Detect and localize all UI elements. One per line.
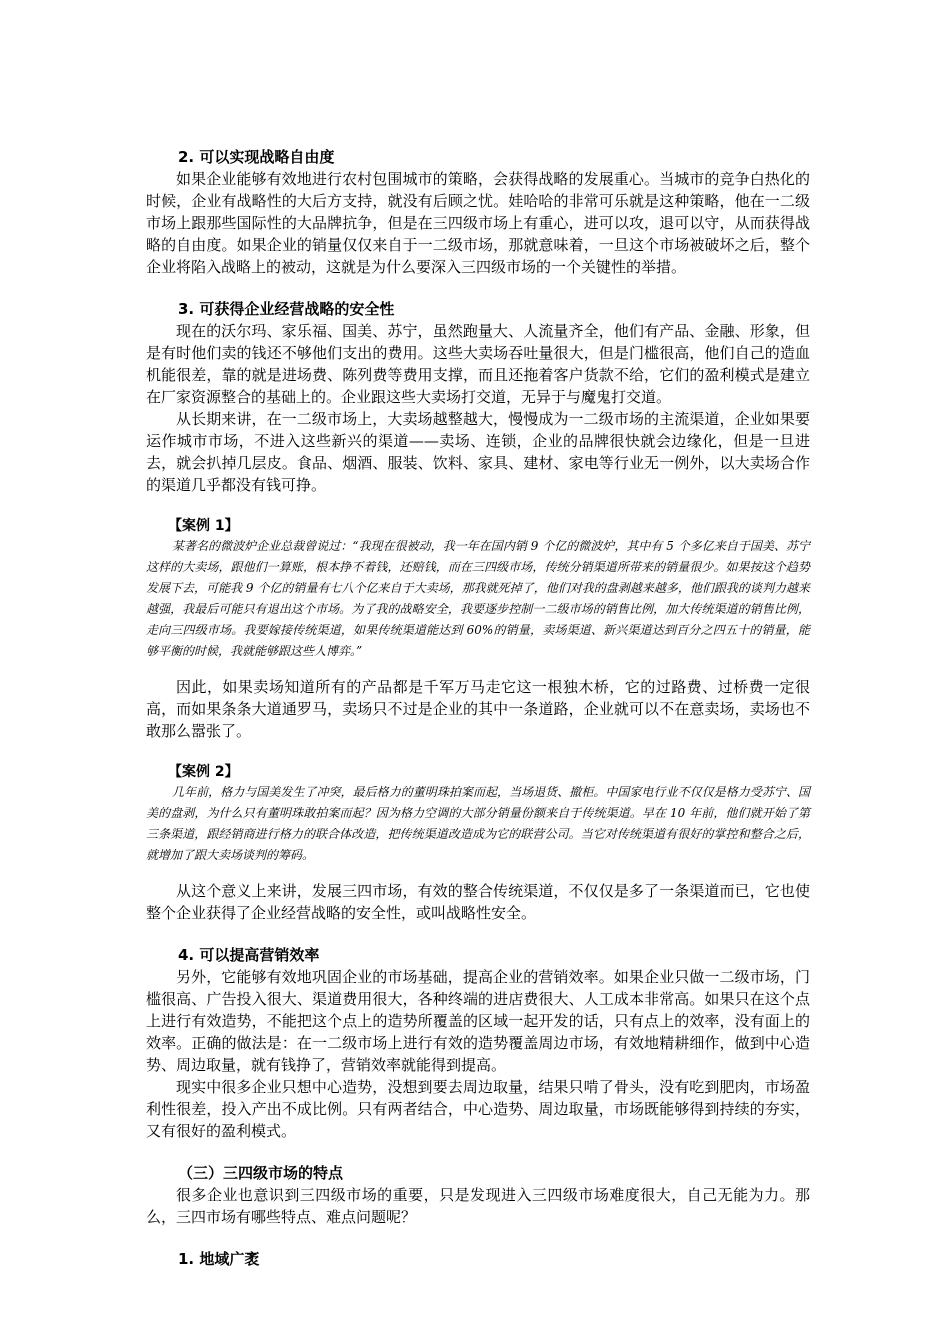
paragraph: 因此，如果卖场知道所有的产品都是千军万马走它这一根独木桥，它的过路费、过桥费一定很高，而如果条条大道通罗马，卖场只不过是企业的其中一条道路，企业就可以不在意卖场，卖场也不敢那么嚣张了。 xyxy=(146,678,810,740)
case-title-1: 【案例 1】 xyxy=(168,518,239,534)
case-text-1: 某著名的微波炉企业总裁曾说过：“我现在很被动，我一年在国内销 9 个亿的微波炉，其中有 5 个多亿来自于国美、苏宁这样的大卖场，跟他们一算账，根本挣不着钱，还赔钱，而在三四级市场，传统分销渠道所带来的销量很少。如果按这个趋势发展下去，可能我 9 个亿的销量有七八个亿来自于大卖场，那我就死掉了，他们对我的盘剥越来越多，他们跟我的谈判力越来越强，我最后可能只有退出这个市场。为了我的战略安全，我要逐步控制一二级市场的销售比例，加大传统渠道的销售比例，走向三四级市场。我要嫁接传统渠道，如果传统渠道能达到 60%的销量，卖场渠道、新兴渠道达到百分之四五十的销量，能够平衡的时候，我就能够跟这些人博弈。” xyxy=(146,539,810,658)
paragraph: 从这个意义上来讲，发展三四市场，有效的整合传统渠道，不仅仅是多了一条渠道而已，它也使整个企业获得了企业经营战略的安全性，或叫战略性安全。 xyxy=(146,882,810,922)
heading-strategic-freedom: 2. 可以实现战略自由度 xyxy=(178,148,335,166)
document-body xyxy=(146,146,810,1270)
case-text-2: 几年前，格力与国美发生了冲突，最后格力的董明珠拍案而起，当场退货、撤柜。中国家电行业不仅仅是格力受苏宁、国美的盘剥，为什么只有董明珠敢拍案而起？因为格力空调的大部分销量份额来自于传统渠道。早在 10 年前，他们就开始了第三条渠道，跟经销商进行格力的联合体改造，把传统渠道改造成为它的联营公司。当它对传统渠道有很好的掌控和整合之后，就增加了跟大卖场谈判的筹码。 xyxy=(146,785,810,862)
paragraph: 从长期来讲，在一二级市场上，大卖场越整越大，慢慢成为一二级市场的主流渠道，企业如果要运作城市市场，不进入这些新兴的渠道——卖场、连锁，企业的品牌很快就会边缘化，但是一旦进去，就会扒掉几层皮。食品、烟酒、服装、饮料、家具、建材、家电等行业无一例外，以大卖场合作的渠道几乎都没有钱可挣。 xyxy=(146,410,810,494)
case-title-2: 【案例 2】 xyxy=(168,764,239,780)
heading-strategic-security: 3. 可获得企业经营战略的安全性 xyxy=(178,300,395,318)
heading-market-characteristics: （三）三四级市场的特点 xyxy=(178,1164,344,1182)
paragraph: 如果企业能够有效地进行农村包围城市的策略，会获得战略的发展重心。当城市的竞争白热化的时候，企业有战略性的大后方支持，就没有后顾之忧。娃哈哈的非常可乐就是这种策略，他在一二级市场上跟那些国际性的大品牌抗争，但是在三四级市场上有重心，进可以攻，退可以守，从而获得战略的自由度。如果企业的销量仅仅来自于一二级市场，那就意味着，一旦这个市场被破坏之后，整个企业将陷入战略上的被动，这就是为什么要深入三四级市场的一个关键性的举措。 xyxy=(146,170,810,276)
paragraph: 现在的沃尔玛、家乐福、国美、苏宁，虽然跑量大、人流量齐全，他们有产品、金融、形象，但是有时他们卖的钱还不够他们支出的费用。这些大卖场吞吐量很大，但是门槛很高，他们自己的造血机能很差，靠的就是进场费、陈列费等费用支撑，而且还拖着客户货款不给，它们的盈利模式是建立在厂家资源整合的基础上的。企业跟这些大卖场打交道，无异于与魔鬼打交道。 xyxy=(146,322,810,406)
heading-marketing-efficiency: 4. 可以提高营销效率 xyxy=(178,946,320,964)
paragraph: 很多企业也意识到三四级市场的重要，只是发现进入三四级市场难度很大，自己无能为力。那么，三四市场有哪些特点、难点问题呢？ xyxy=(146,1186,810,1226)
paragraph: 现实中很多企业只想中心造势，没想到要去周边取量，结果只啃了骨头，没有吃到肥肉，市场盈利性很差，投入产出不成比例。只有两者结合，中心造势、周边取量，市场既能够得到持续的夯实，又有很好的盈利模式。 xyxy=(146,1078,810,1140)
paragraph: 另外，它能够有效地巩固企业的市场基础，提高企业的营销效率。如果企业只做一二级市场，门槛很高、广告投入很大、渠道费用很大，各种终端的进店费很大、人工成本非常高。如果只在这个点上进行有效造势，不能把这个点上的造势所覆盖的区域一起开发的话，只有点上的效率，没有面上的效率。正确的做法是：在一二级市场上进行有效的造势覆盖周边市场，有效地精耕细作，做到中心造势、周边取量，就有钱挣了，营销效率就能得到提高。 xyxy=(146,968,810,1074)
heading-vast-territory: 1. 地域广袤 xyxy=(178,1250,260,1268)
